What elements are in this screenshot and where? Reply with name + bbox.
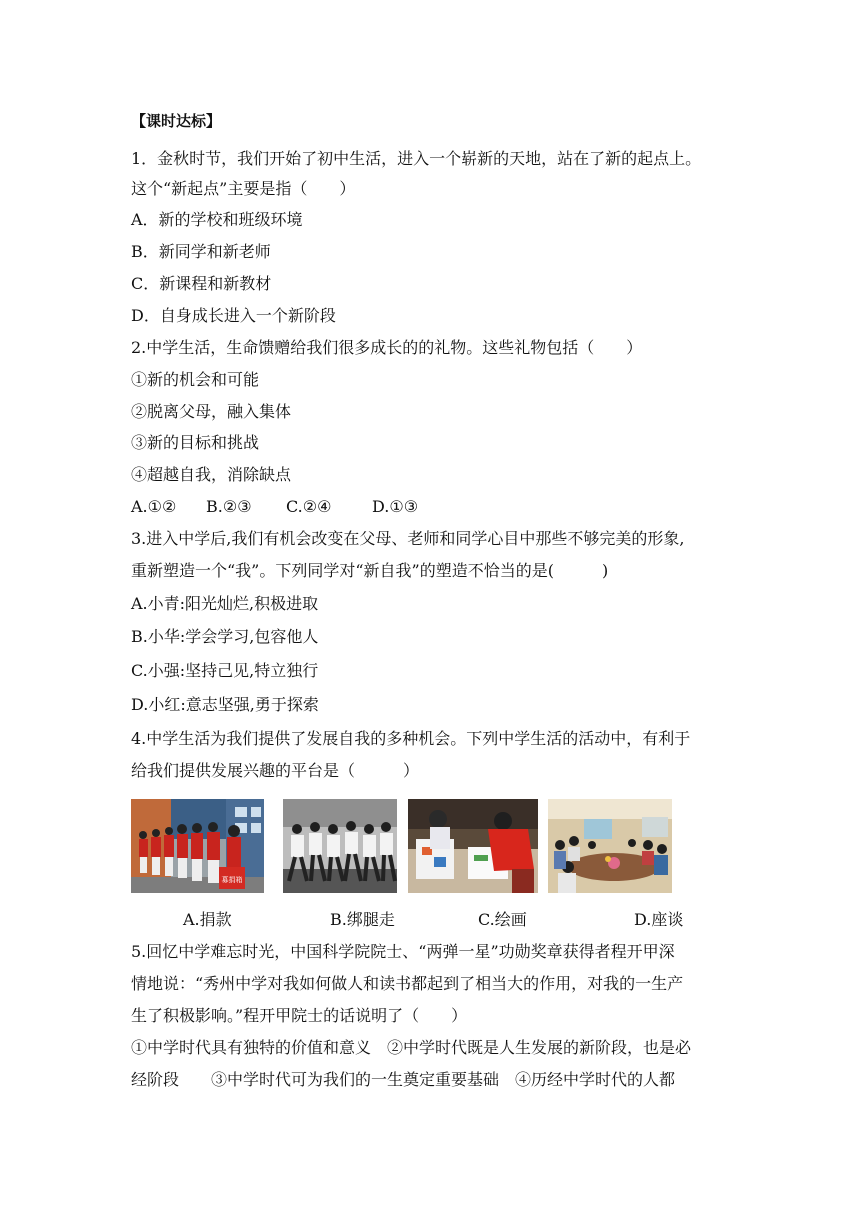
q3-option-a: A.小青:阳光灿烂,积极进取 [131, 594, 319, 613]
q3-stem-line2: 重新塑造一个“我”。下列同学对“新自我”的塑造不恰当的是( ) [131, 561, 609, 580]
q5-stem-line3: 生了积极影响。”程开甲院士的话说明了（ ） [131, 1006, 468, 1025]
q2-option-a: A.①② [131, 497, 177, 516]
q5-statements-line1: ①中学时代具有独特的价值和意义 ②中学时代既是人生发展的新阶段，也是必 [131, 1038, 692, 1057]
q4-stem-line1: 4.中学生活为我们提供了发展自我的多种机会。下列中学生活的活动中，有利于 [131, 729, 691, 748]
q2-item-4: ④超越自我，消除缺点 [131, 465, 292, 484]
photo-meeting [548, 799, 672, 893]
q2-option-c: C.②④ [286, 497, 332, 516]
q1-option-d: D．自身成长进入一个新阶段 [131, 306, 336, 325]
q3-stem-line1: 3.进入中学后,我们有机会改变在父母、老师和同学心目中那些不够完美的形象, [131, 529, 685, 548]
photo-donation [131, 799, 264, 893]
q3-option-d: D.小红:意志坚强,勇于探索 [131, 695, 319, 714]
q1-stem-line2: 这个“新起点”主要是指（ ） [131, 179, 356, 198]
q2-option-b: B.②③ [206, 497, 252, 516]
q2-item-3: ③新的目标和挑战 [131, 433, 260, 452]
q2-option-d: D.①③ [372, 497, 419, 516]
q1-option-a: A．新的学校和班级环境 [131, 210, 303, 229]
q5-statements-line2: 经阶段 ③中学时代可为我们的一生奠定重要基础 ④历经中学时代的人都 [131, 1070, 676, 1089]
q2-stem: 2.中学生活，生命馈赠给我们很多成长的的礼物。这些礼物包括（ ） [131, 338, 643, 357]
q2-item-1: ①新的机会和可能 [131, 370, 260, 389]
q4-caption-b: B.绑腿走 [330, 910, 395, 929]
photo-tied-legs-walk [283, 799, 397, 893]
photo-painting [408, 799, 538, 893]
q4-stem-line2: 给我们提供发展兴趣的平台是（ ） [131, 761, 420, 780]
q2-item-2: ②脱离父母，融入集体 [131, 402, 292, 421]
q1-stem-line1: 1．金秋时节，我们开始了初中生活，进入一个崭新的天地，站在了新的起点上。 [131, 149, 702, 168]
q1-option-c: C．新课程和新教材 [131, 274, 272, 293]
q4-caption-d: D.座谈 [634, 910, 684, 929]
q2-options [131, 496, 418, 518]
q1-option-b: B．新同学和新老师 [131, 242, 271, 261]
q5-stem-line1: 5.回忆中学难忘时光，中国科学院院士、“两弹一星”功勋奖章获得者程开甲深 [131, 942, 675, 961]
q3-option-b: B.小华:学会学习,包容他人 [131, 627, 319, 646]
q5-stem-line2: 情地说：“秀州中学对我如何做人和读书都起到了相当大的作用，对我的一生产 [131, 974, 684, 993]
q4-caption-c: C.绘画 [478, 910, 527, 929]
donation-box-label: 募捐箱 [221, 876, 243, 884]
q4-caption-a: A.捐款 [183, 910, 232, 929]
section-title: 【课时达标】 [131, 112, 222, 130]
q3-option-c: C.小强:坚持己见,特立独行 [131, 661, 319, 680]
